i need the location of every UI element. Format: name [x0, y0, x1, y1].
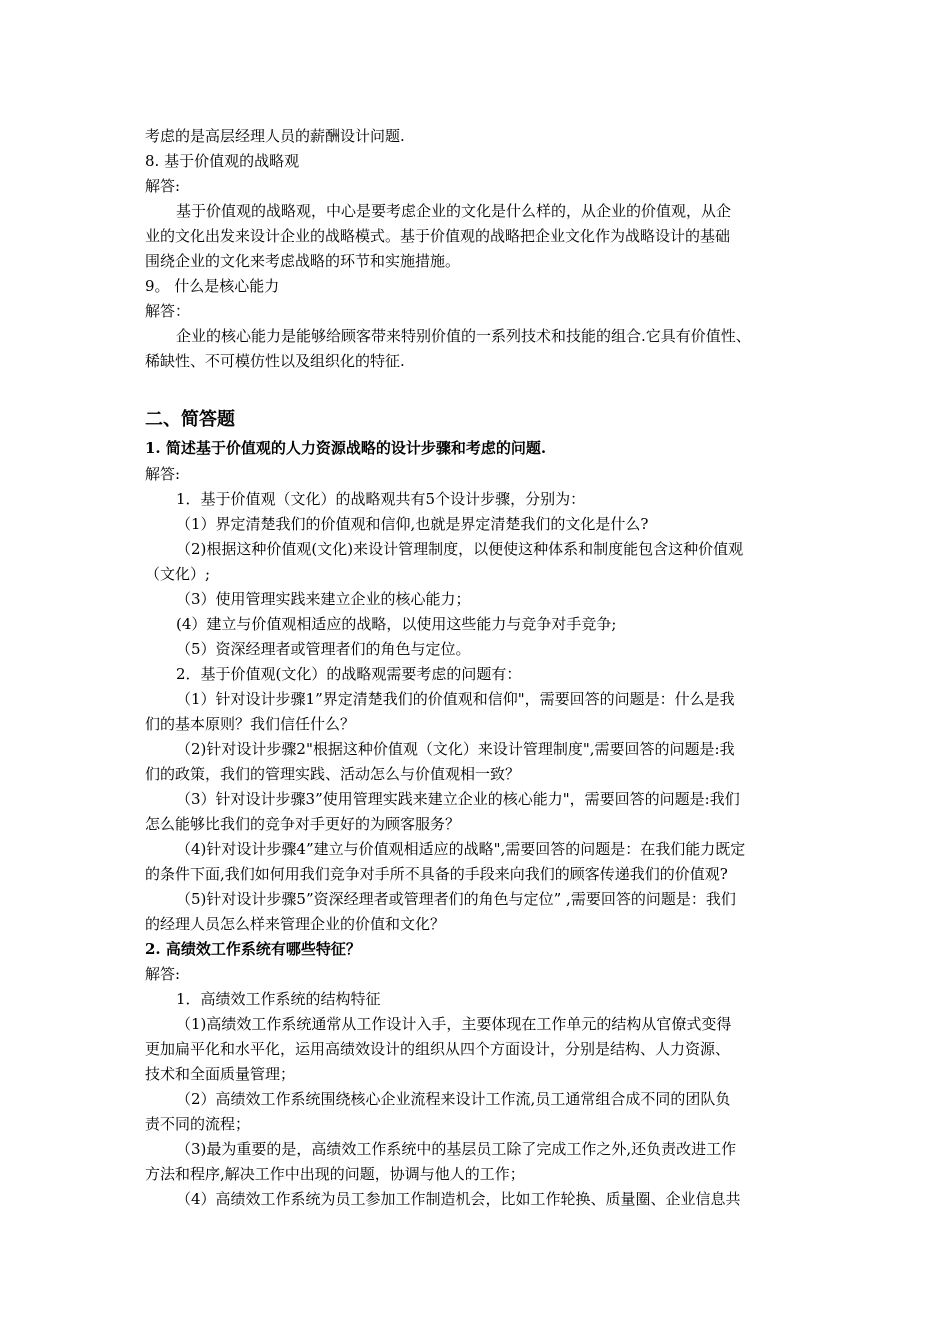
paragraph-line: 1．基于价值观（文化）的战略观共有5个设计步骤，分别为：	[176, 490, 586, 508]
paragraph-line: 基于价值观的战略观，中心是要考虑企业的文化是什么样的，从企业的价值观，从企	[176, 202, 732, 220]
paragraph-line: （3）针对设计步骤3”使用管理实践来建立企业的核心能力"，需要回答的问题是:我们	[176, 790, 740, 808]
paragraph-line: （文化）;	[145, 565, 211, 583]
paragraph-line: （1)高绩效工作系统通常从工作设计入手，主要体现在工作单元的结构从官僚式变得	[176, 1015, 732, 1033]
question-title: 1. 简述基于价值观的人力资源战略的设计步骤和考虑的问题.	[145, 439, 547, 457]
paragraph-line: 稀缺性、不可模仿性以及组织化的特征.	[145, 352, 405, 370]
text-line: 考虑的是高层经理人员的薪酬设计问题.	[145, 127, 405, 145]
paragraph-line: （2)针对设计步骤2"根据这种价值观（文化）来设计管理制度",需要回答的问题是:我	[176, 740, 735, 758]
answer-label: 解答:	[145, 965, 181, 983]
paragraph-line: （1）界定清楚我们的价值观和信仰,也就是界定清楚我们的文化是什么?	[176, 515, 649, 533]
paragraph-line: （5)针对设计步骤5”资深经理者或管理者们的角色与定位” ,需要回答的问题是：我们	[176, 890, 736, 908]
paragraph-line: （4）高绩效工作系统为员工参加工作制造机会，比如工作轮换、质量圈、企业信息共	[176, 1190, 741, 1208]
paragraph-line: 们的政策，我们的管理实践、活动怎么与价值观相一致？	[145, 765, 521, 783]
paragraph-line: 们的基本原则？我们信任什么？	[145, 715, 356, 733]
paragraph-line: 更加扁平化和水平化，运用高绩效设计的组织从四个方面设计，分别是结构、人力资源、	[145, 1040, 731, 1058]
paragraph-line: 的条件下面,我们如何用我们竞争对手所不具备的手段来向我们的顾客传递我们的价值观?	[145, 865, 728, 883]
paragraph-line: (4）建立与价值观相适应的战略，以使用这些能力与竞争对手竞争;	[176, 615, 617, 633]
paragraph-line: 2．基于价值观(文化）的战略观需要考虑的问题有：	[176, 665, 522, 683]
section-heading: 8. 基于价值观的战略观	[145, 152, 300, 170]
paragraph-line: 技术和全面质量管理；	[145, 1065, 296, 1083]
paragraph-line: 怎么能够比我们的竞争对手更好的为顾客服务？	[145, 815, 461, 833]
paragraph-line: （4)针对设计步骤4”建立与价值观相适应的战略",需要回答的问题是：在我们能力既定	[176, 840, 746, 858]
section-heading: 9。 什么是核心能力	[145, 277, 280, 295]
paragraph-line: 的经理人员怎么样来管理企业的价值和文化？	[145, 915, 446, 933]
paragraph-line: 方法和程序,解决工作中出现的问题，协调与他人的工作；	[145, 1165, 525, 1183]
question-title: 2. 高绩效工作系统有哪些特征？	[145, 940, 361, 958]
paragraph-line: （3)最为重要的是，高绩效工作系统中的基层员工除了完成工作之外,还负责改进工作	[176, 1140, 737, 1158]
part-title: 二、简答题	[145, 409, 235, 430]
paragraph-line: （5）资深经理者或管理者们的角色与定位。	[176, 640, 471, 658]
paragraph-line: 责不同的流程；	[145, 1115, 251, 1133]
paragraph-line: 业的文化出发来设计企业的战略模式。基于价值观的战略把企业文化作为战略设计的基础	[145, 227, 731, 245]
answer-label: 解答:	[145, 177, 181, 195]
paragraph-line: （2)根据这种价值观(文化)来设计管理制度，以便使这种体系和制度能包含这种价值观	[176, 540, 744, 558]
paragraph-line: （3）使用管理实践来建立企业的核心能力；	[176, 590, 471, 608]
paragraph-line: 企业的核心能力是能够给顾客带来特别价值的一系列技术和技能的组合.它具有价值性、	[176, 327, 751, 345]
paragraph-line: （2）高绩效工作系统围绕核心企业流程来设计工作流,员工通常组合成不同的团队负	[176, 1090, 731, 1108]
answer-label: 解答:	[145, 465, 181, 483]
paragraph-line: （1）针对设计步骤1”界定清楚我们的价值观和信仰"，需要回答的问题是：什么是我	[176, 690, 735, 708]
paragraph-line: 围绕企业的文化来考虑战略的环节和实施措施。	[145, 252, 461, 270]
paragraph-line: 1．高绩效工作系统的结构特征	[176, 990, 381, 1008]
answer-label: 解答：	[145, 302, 191, 320]
